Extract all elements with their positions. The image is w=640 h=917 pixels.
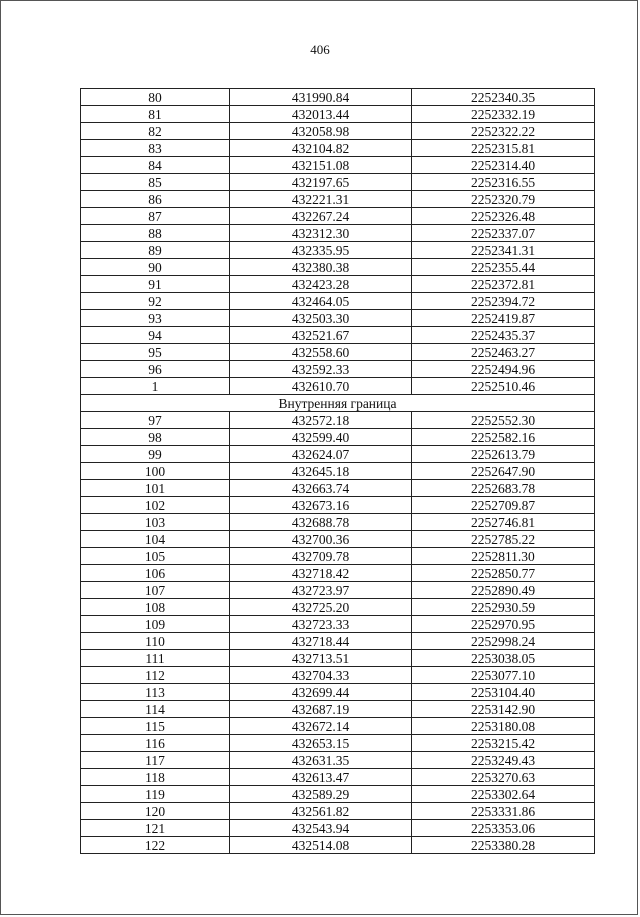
table-row xyxy=(81,225,595,242)
x-coordinate-cell: 432718.44 xyxy=(230,633,412,650)
y-coordinate-cell: 2252355.44 xyxy=(412,259,595,276)
table-row xyxy=(81,463,595,480)
y-coordinate-cell: 2252613.79 xyxy=(412,446,595,463)
y-coordinate-cell: 2252314.40 xyxy=(412,157,595,174)
y-coordinate-cell: 2252340.35 xyxy=(412,89,595,106)
point-number-cell: 111 xyxy=(81,650,230,667)
point-number-cell: 107 xyxy=(81,582,230,599)
point-number-cell: 104 xyxy=(81,531,230,548)
y-coordinate-cell: 2252811.30 xyxy=(412,548,595,565)
point-number-cell: 95 xyxy=(81,344,230,361)
coordinates-table xyxy=(80,88,595,854)
table-row xyxy=(81,157,595,174)
table-row xyxy=(81,89,595,106)
y-coordinate-cell: 2252315.81 xyxy=(412,140,595,157)
point-number-cell: 1 xyxy=(81,378,230,395)
y-coordinate-cell: 2252337.07 xyxy=(412,225,595,242)
x-coordinate-cell: 432700.36 xyxy=(230,531,412,548)
x-coordinate-cell: 432704.33 xyxy=(230,667,412,684)
x-coordinate-cell: 432687.19 xyxy=(230,701,412,718)
table-row xyxy=(81,480,595,497)
y-coordinate-cell: 2252998.24 xyxy=(412,633,595,650)
point-number-cell: 99 xyxy=(81,446,230,463)
table-row xyxy=(81,378,595,395)
table-row xyxy=(81,531,595,548)
x-coordinate-cell: 432312.30 xyxy=(230,225,412,242)
y-coordinate-cell: 2252785.22 xyxy=(412,531,595,548)
y-coordinate-cell: 2252326.48 xyxy=(412,208,595,225)
x-coordinate-cell: 432663.74 xyxy=(230,480,412,497)
y-coordinate-cell: 2253038.05 xyxy=(412,650,595,667)
point-number-cell: 97 xyxy=(81,412,230,429)
point-number-cell: 86 xyxy=(81,191,230,208)
x-coordinate-cell: 432104.82 xyxy=(230,140,412,157)
table-row xyxy=(81,769,595,786)
table-row xyxy=(81,310,595,327)
y-coordinate-cell: 2252316.55 xyxy=(412,174,595,191)
table-row xyxy=(81,140,595,157)
x-coordinate-cell: 432561.82 xyxy=(230,803,412,820)
x-coordinate-cell: 432521.67 xyxy=(230,327,412,344)
table-row xyxy=(81,684,595,701)
x-coordinate-cell: 432267.24 xyxy=(230,208,412,225)
y-coordinate-cell: 2252647.90 xyxy=(412,463,595,480)
table-row xyxy=(81,208,595,225)
x-coordinate-cell: 432672.14 xyxy=(230,718,412,735)
table-row xyxy=(81,497,595,514)
table-row xyxy=(81,837,595,854)
point-number-cell: 101 xyxy=(81,480,230,497)
y-coordinate-cell: 2252709.87 xyxy=(412,497,595,514)
y-coordinate-cell: 2253215.42 xyxy=(412,735,595,752)
x-coordinate-cell: 432631.35 xyxy=(230,752,412,769)
point-number-cell: 82 xyxy=(81,123,230,140)
point-number-cell: 87 xyxy=(81,208,230,225)
x-coordinate-cell: 432624.07 xyxy=(230,446,412,463)
x-coordinate-cell: 431990.84 xyxy=(230,89,412,106)
x-coordinate-cell: 432688.78 xyxy=(230,514,412,531)
point-number-cell: 92 xyxy=(81,293,230,310)
point-number-cell: 109 xyxy=(81,616,230,633)
x-coordinate-cell: 432514.08 xyxy=(230,837,412,854)
table-row xyxy=(81,803,595,820)
table-row xyxy=(81,276,595,293)
point-number-cell: 116 xyxy=(81,735,230,752)
y-coordinate-cell: 2253077.10 xyxy=(412,667,595,684)
point-number-cell: 83 xyxy=(81,140,230,157)
x-coordinate-cell: 432653.15 xyxy=(230,735,412,752)
table-row xyxy=(81,565,595,582)
point-number-cell: 120 xyxy=(81,803,230,820)
table-row xyxy=(81,820,595,837)
y-coordinate-cell: 2252332.19 xyxy=(412,106,595,123)
x-coordinate-cell: 432503.30 xyxy=(230,310,412,327)
y-coordinate-cell: 2252746.81 xyxy=(412,514,595,531)
point-number-cell: 118 xyxy=(81,769,230,786)
point-number-cell: 98 xyxy=(81,429,230,446)
table-row xyxy=(81,259,595,276)
coordinates-table-body xyxy=(81,89,595,854)
point-number-cell: 93 xyxy=(81,310,230,327)
y-coordinate-cell: 2252552.30 xyxy=(412,412,595,429)
y-coordinate-cell: 2252320.79 xyxy=(412,191,595,208)
x-coordinate-cell: 432151.08 xyxy=(230,157,412,174)
y-coordinate-cell: 2253353.06 xyxy=(412,820,595,837)
table-row xyxy=(81,174,595,191)
table-row xyxy=(81,718,595,735)
x-coordinate-cell: 432723.97 xyxy=(230,582,412,599)
page-number: 406 xyxy=(310,42,330,57)
point-number-cell: 114 xyxy=(81,701,230,718)
y-coordinate-cell: 2252341.31 xyxy=(412,242,595,259)
x-coordinate-cell: 432725.20 xyxy=(230,599,412,616)
table-row xyxy=(81,667,595,684)
x-coordinate-cell: 432709.78 xyxy=(230,548,412,565)
table-row xyxy=(81,650,595,667)
point-number-cell: 88 xyxy=(81,225,230,242)
y-coordinate-cell: 2252683.78 xyxy=(412,480,595,497)
x-coordinate-cell: 432610.70 xyxy=(230,378,412,395)
point-number-cell: 108 xyxy=(81,599,230,616)
y-coordinate-cell: 2253302.64 xyxy=(412,786,595,803)
y-coordinate-cell: 2253380.28 xyxy=(412,837,595,854)
x-coordinate-cell: 432718.42 xyxy=(230,565,412,582)
section-row xyxy=(81,395,595,412)
x-coordinate-cell: 432558.60 xyxy=(230,344,412,361)
y-coordinate-cell: 2252419.87 xyxy=(412,310,595,327)
point-number-cell: 122 xyxy=(81,837,230,854)
point-number-cell: 117 xyxy=(81,752,230,769)
table-row xyxy=(81,361,595,378)
y-coordinate-cell: 2252322.22 xyxy=(412,123,595,140)
table-row xyxy=(81,293,595,310)
point-number-cell: 91 xyxy=(81,276,230,293)
point-number-cell: 94 xyxy=(81,327,230,344)
y-coordinate-cell: 2253249.43 xyxy=(412,752,595,769)
x-coordinate-cell: 432221.31 xyxy=(230,191,412,208)
y-coordinate-cell: 2253331.86 xyxy=(412,803,595,820)
table-row xyxy=(81,106,595,123)
y-coordinate-cell: 2252890.49 xyxy=(412,582,595,599)
y-coordinate-cell: 2252372.81 xyxy=(412,276,595,293)
y-coordinate-cell: 2253270.63 xyxy=(412,769,595,786)
table-row xyxy=(81,548,595,565)
x-coordinate-cell: 432423.28 xyxy=(230,276,412,293)
table-row xyxy=(81,327,595,344)
y-coordinate-cell: 2252582.16 xyxy=(412,429,595,446)
table-row xyxy=(81,242,595,259)
point-number-cell: 106 xyxy=(81,565,230,582)
x-coordinate-cell: 432464.05 xyxy=(230,293,412,310)
x-coordinate-cell: 432645.18 xyxy=(230,463,412,480)
y-coordinate-cell: 2253180.08 xyxy=(412,718,595,735)
table-row xyxy=(81,616,595,633)
x-coordinate-cell: 432335.95 xyxy=(230,242,412,259)
x-coordinate-cell: 432699.44 xyxy=(230,684,412,701)
point-number-cell: 81 xyxy=(81,106,230,123)
section-label: Внутренняя граница xyxy=(81,395,595,412)
table-row xyxy=(81,123,595,140)
point-number-cell: 103 xyxy=(81,514,230,531)
point-number-cell: 80 xyxy=(81,89,230,106)
table-row xyxy=(81,786,595,803)
table-row xyxy=(81,633,595,650)
point-number-cell: 90 xyxy=(81,259,230,276)
x-coordinate-cell: 432589.29 xyxy=(230,786,412,803)
x-coordinate-cell: 432013.44 xyxy=(230,106,412,123)
table-row xyxy=(81,429,595,446)
y-coordinate-cell: 2252435.37 xyxy=(412,327,595,344)
y-coordinate-cell: 2252850.77 xyxy=(412,565,595,582)
y-coordinate-cell: 2253104.40 xyxy=(412,684,595,701)
y-coordinate-cell: 2253142.90 xyxy=(412,701,595,718)
point-number-cell: 84 xyxy=(81,157,230,174)
point-number-cell: 89 xyxy=(81,242,230,259)
point-number-cell: 85 xyxy=(81,174,230,191)
point-number-cell: 119 xyxy=(81,786,230,803)
table-row xyxy=(81,582,595,599)
x-coordinate-cell: 432197.65 xyxy=(230,174,412,191)
x-coordinate-cell: 432380.38 xyxy=(230,259,412,276)
table-row xyxy=(81,599,595,616)
y-coordinate-cell: 2252510.46 xyxy=(412,378,595,395)
table-row xyxy=(81,752,595,769)
y-coordinate-cell: 2252930.59 xyxy=(412,599,595,616)
point-number-cell: 96 xyxy=(81,361,230,378)
x-coordinate-cell: 432599.40 xyxy=(230,429,412,446)
y-coordinate-cell: 2252494.96 xyxy=(412,361,595,378)
x-coordinate-cell: 432613.47 xyxy=(230,769,412,786)
point-number-cell: 102 xyxy=(81,497,230,514)
point-number-cell: 113 xyxy=(81,684,230,701)
table-row xyxy=(81,446,595,463)
point-number-cell: 115 xyxy=(81,718,230,735)
table-row xyxy=(81,735,595,752)
point-number-cell: 100 xyxy=(81,463,230,480)
point-number-cell: 121 xyxy=(81,820,230,837)
x-coordinate-cell: 432592.33 xyxy=(230,361,412,378)
point-number-cell: 105 xyxy=(81,548,230,565)
table-row xyxy=(81,344,595,361)
x-coordinate-cell: 432058.98 xyxy=(230,123,412,140)
x-coordinate-cell: 432543.94 xyxy=(230,820,412,837)
table-row xyxy=(81,412,595,429)
table-row xyxy=(81,514,595,531)
x-coordinate-cell: 432572.18 xyxy=(230,412,412,429)
table-row xyxy=(81,191,595,208)
point-number-cell: 110 xyxy=(81,633,230,650)
x-coordinate-cell: 432723.33 xyxy=(230,616,412,633)
table-row xyxy=(81,701,595,718)
point-number-cell: 112 xyxy=(81,667,230,684)
x-coordinate-cell: 432713.51 xyxy=(230,650,412,667)
y-coordinate-cell: 2252970.95 xyxy=(412,616,595,633)
y-coordinate-cell: 2252463.27 xyxy=(412,344,595,361)
x-coordinate-cell: 432673.16 xyxy=(230,497,412,514)
y-coordinate-cell: 2252394.72 xyxy=(412,293,595,310)
